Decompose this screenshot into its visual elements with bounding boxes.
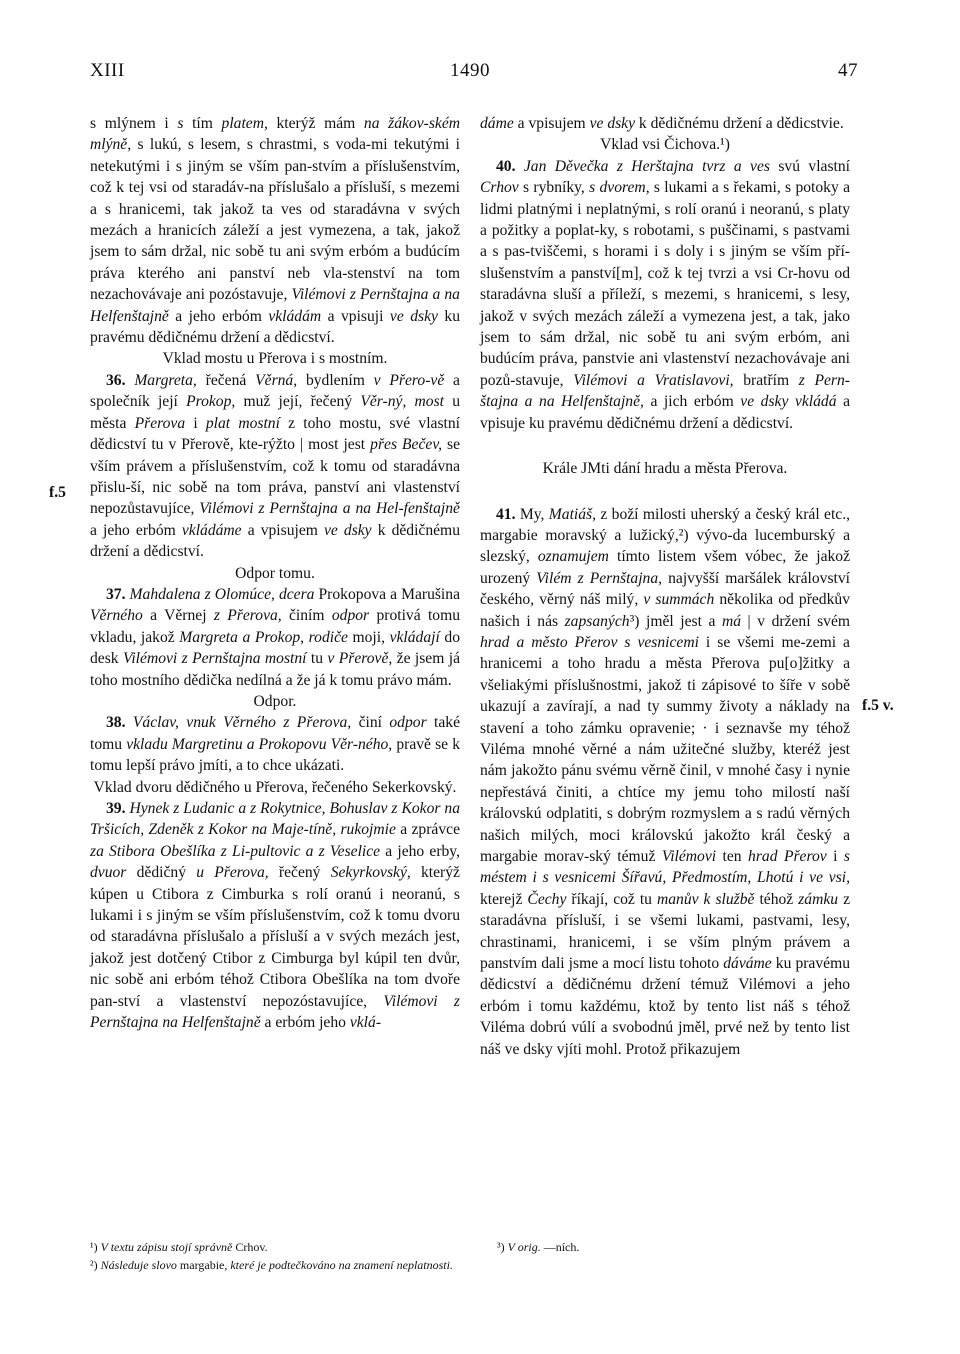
section-title: Vklad dvoru dědičného u Přerova, řečeného Sekerkovský. bbox=[93, 778, 457, 796]
margin-note-right: f.5 v. bbox=[862, 697, 894, 714]
footnote: ²) Následuje slovo margabie, které je podtečkováno na znamení neplatnosti. bbox=[90, 1258, 453, 1272]
right-column bbox=[480, 113, 850, 1060]
paragraph: 36. Margreta, řečená Věrná, bydlením v Přero-vě a společník její Prokop, muž její, řečený Věr-ný, most u města Přerova i plat mostní z toho mostu, své vlastní dědicství tu v Přerově, kte-rýžto | most jest přes Bečev, se vším právem a příslušenstvím, což k tomu od staradávna přislu-ší, nic sobě na tom práva, panství ani vlastenství nepozůstavujíce, Vilémovi z Pernštajna a na Hel-fenštajně a jeho erbóm vkládáme a vpisujem ve dsky k dědičnému držení a dědicství. bbox=[90, 371, 461, 561]
section-title: Odpor tomu. bbox=[235, 564, 315, 582]
header-left: XIII bbox=[90, 60, 125, 81]
section-title: Odpor. bbox=[253, 692, 297, 710]
section-title: Vklad mostu u Přerova i s mostním. bbox=[162, 350, 388, 368]
paragraph: dáme a vpisujem ve dsky k dědičnému držení a dědicstvie. bbox=[480, 115, 844, 132]
left-column bbox=[90, 113, 460, 1033]
section-title: Vklad vsi Čichova.¹) bbox=[600, 136, 730, 154]
page-year: 1490 bbox=[450, 60, 490, 81]
margin-note-left: f.5 bbox=[49, 484, 66, 501]
paragraph: 37. Mahdalena z Olomúce, dcera Prokopova a Marušina Věrného a Věrnej z Přerova, činím odpor protivá tomu vkladu, jakož Margreta a Prokop, rodiče moji, vkládají do desk Vilémovi z Pernštajna mostní tu v Přerově, že jsem já toho mostního dědička nedílná a že já k tomu právo mám. bbox=[90, 585, 460, 689]
section-title: Krále JMti dání hradu a města Přerova. bbox=[542, 460, 788, 478]
footnote: ¹) V textu zápisu stojí správně Crhov. bbox=[90, 1240, 268, 1254]
paragraph: 39. Hynek z Ludanic a z Rokytnice, Bohuslav z Kokor na Tršicích, Zdeněk z Kokor na Maje-tíně, rukojmie a zprávce za Stibora Obešlíka z Li-pultovic a z Veselice a jeho erby, dvuor dědičný u Přerova, řečený Sekyrkovský, kterýž kúpen u Ctibora z Cimburka s rolí oranú i neoranú, s lukami i s jiným se vším příslušenstvím, což k tomu dvoru od staradávna příslušalo a přísluší a v svých mezách jest, jakož jest dotčený Ctibor z Cimburga byl kúpil ten dvůr, nic sobě ani erbóm téhož Ctibora Obešlíka na tom dvoře pan-ství a vlastenství nepozóstavujíce, Vilémovi z Pernštajna na Helfenštajně a erbóm jeho vklá- bbox=[90, 800, 460, 1032]
footnotes-right bbox=[497, 1238, 797, 1256]
paragraph: 38. Václav, vnuk Věrného z Přerova, činí odpor také tomu vkladu Margretinu a Prokopovu Věr-ného, pravě se k tomu lepší právo jmíti, a to chce ukázati. bbox=[90, 714, 460, 775]
paragraph: 41. My, Matiáš, z boží milosti uherský a český král etc., margabie moravský a lužický,²) vývo-da lucemburský a slezský, oznamujem tímto listem všem vóbec, že jakož urozený Vilém z Pernštajna, najvyšší maršálek království českého, věrný náš milý, v summách několika od předkův našich i nás zapsaných³) jměl jest a má | v držení svém hrad a město Přerov s vesnicemi i se všemi me-zemi a hranicemi a toho hradu a města Přerova pu[o]žitky a všeliakými příslušnostmi, jakož ti zápisové to šíře v sobě ukazují a zavírají, a nad ty summy životy a náklady na stavení a toho zámku opravenie; · i seznavše my téhož Viléma mnohé věrné a nám užitečné služby, kteréž jest nám jakožto pánu svému věrně činil, v mnohé časy i nynie nepřestává činiti, a chtíce my jemu toho milostí naší královskú odplatiti, s dobrým rozmyslem a s radú věrných našich milých, moci královskú jakožto král český a margabie morav-ský témuž Vilémovi ten hrad Přerov i s méstem i s vesnicemi Šířavú, Předmostím, Lhotú i ve vsi, kterejž Čechy říkají, což tu manův k službě téhož zámku z staradávna přísluší, i se všemi lukami, pastvami, lesy, chrastinami, hranicemi, i se vším plným právem a panstvím dali jsme a mocí listu tohoto dáváme ku pravému dědicství a dědičnému držení témuž Vilémovi a jeho erbóm i tomu každému, ktož by tento list náš s téhož Viléma dobrú vúlí a svobodnú jměl, prvé než by tento list náš ve dsky vjíti mohl. Protož přikazujem bbox=[480, 505, 851, 1058]
paragraph: s mlýnem i s tím platem, kterýž mám na žákov-ském mlýně, s lukú, s lesem, s chrastmi, s voda-mi tekutými i netekutými i s jiným se vším pan-stvím a příslušenstvím, což k tej vsi od staradáv-na příslušalo a přísluší, s mezemi a s hranicemi, tak jakož ta ves od staradávna v svých mezách a hranicích záleží a jest vymezena, a tak, jakož jsem to sám držal, nic sobě tu ani svým erbóm a budúcím práva kterého ani panství neb vla-stenství na tom nezachovávaje ani pozóstavuje, Vilémovi z Pernštajna a na Helfenštajně a jeho erbóm vkládám a vpisuji ve dsky ku pravému dědičnému držení a dědicství. bbox=[90, 115, 461, 347]
paragraph: 40. Jan Děvečka z Herštajna tvrz a ves svú vlastní Crhov s rybníky, s dvorem, s lukami a s řekami, s potoky a lidmi platnými i neplatnými, s rolí oranú i neoranú, s platy a požitky a poplat-ky, s robotami, s puščinami, s pastvami a s pas-tviščemi, s horami i s doly i s jiným se vším pří-slušenstvím a panství[m], což k tej tvrzi a vsi Cr-hovu od staradávna sluší a přílеží, s mezemi, s hranicemi, s lesy, jakož v svých mezách záleží a vymezena jest, a tak, jako jsem to sám držal, nic sobě tu ani svým erbóm, ani budúcím práva, panstvie ani vlastenství nezachovávaje ani pozů-stavuje, Vilémovi a Vratislavovi, bratřím z Pern-štajna a na Helfenštajně, a jich erbóm ve dsky vkládá a vpisuje ku pravému dědičnému držení a dědicství. bbox=[480, 157, 850, 432]
page-number: 47 bbox=[838, 60, 858, 81]
footnotes-left bbox=[90, 1238, 470, 1274]
footnote: ³) V orig. —ních. bbox=[497, 1240, 580, 1254]
